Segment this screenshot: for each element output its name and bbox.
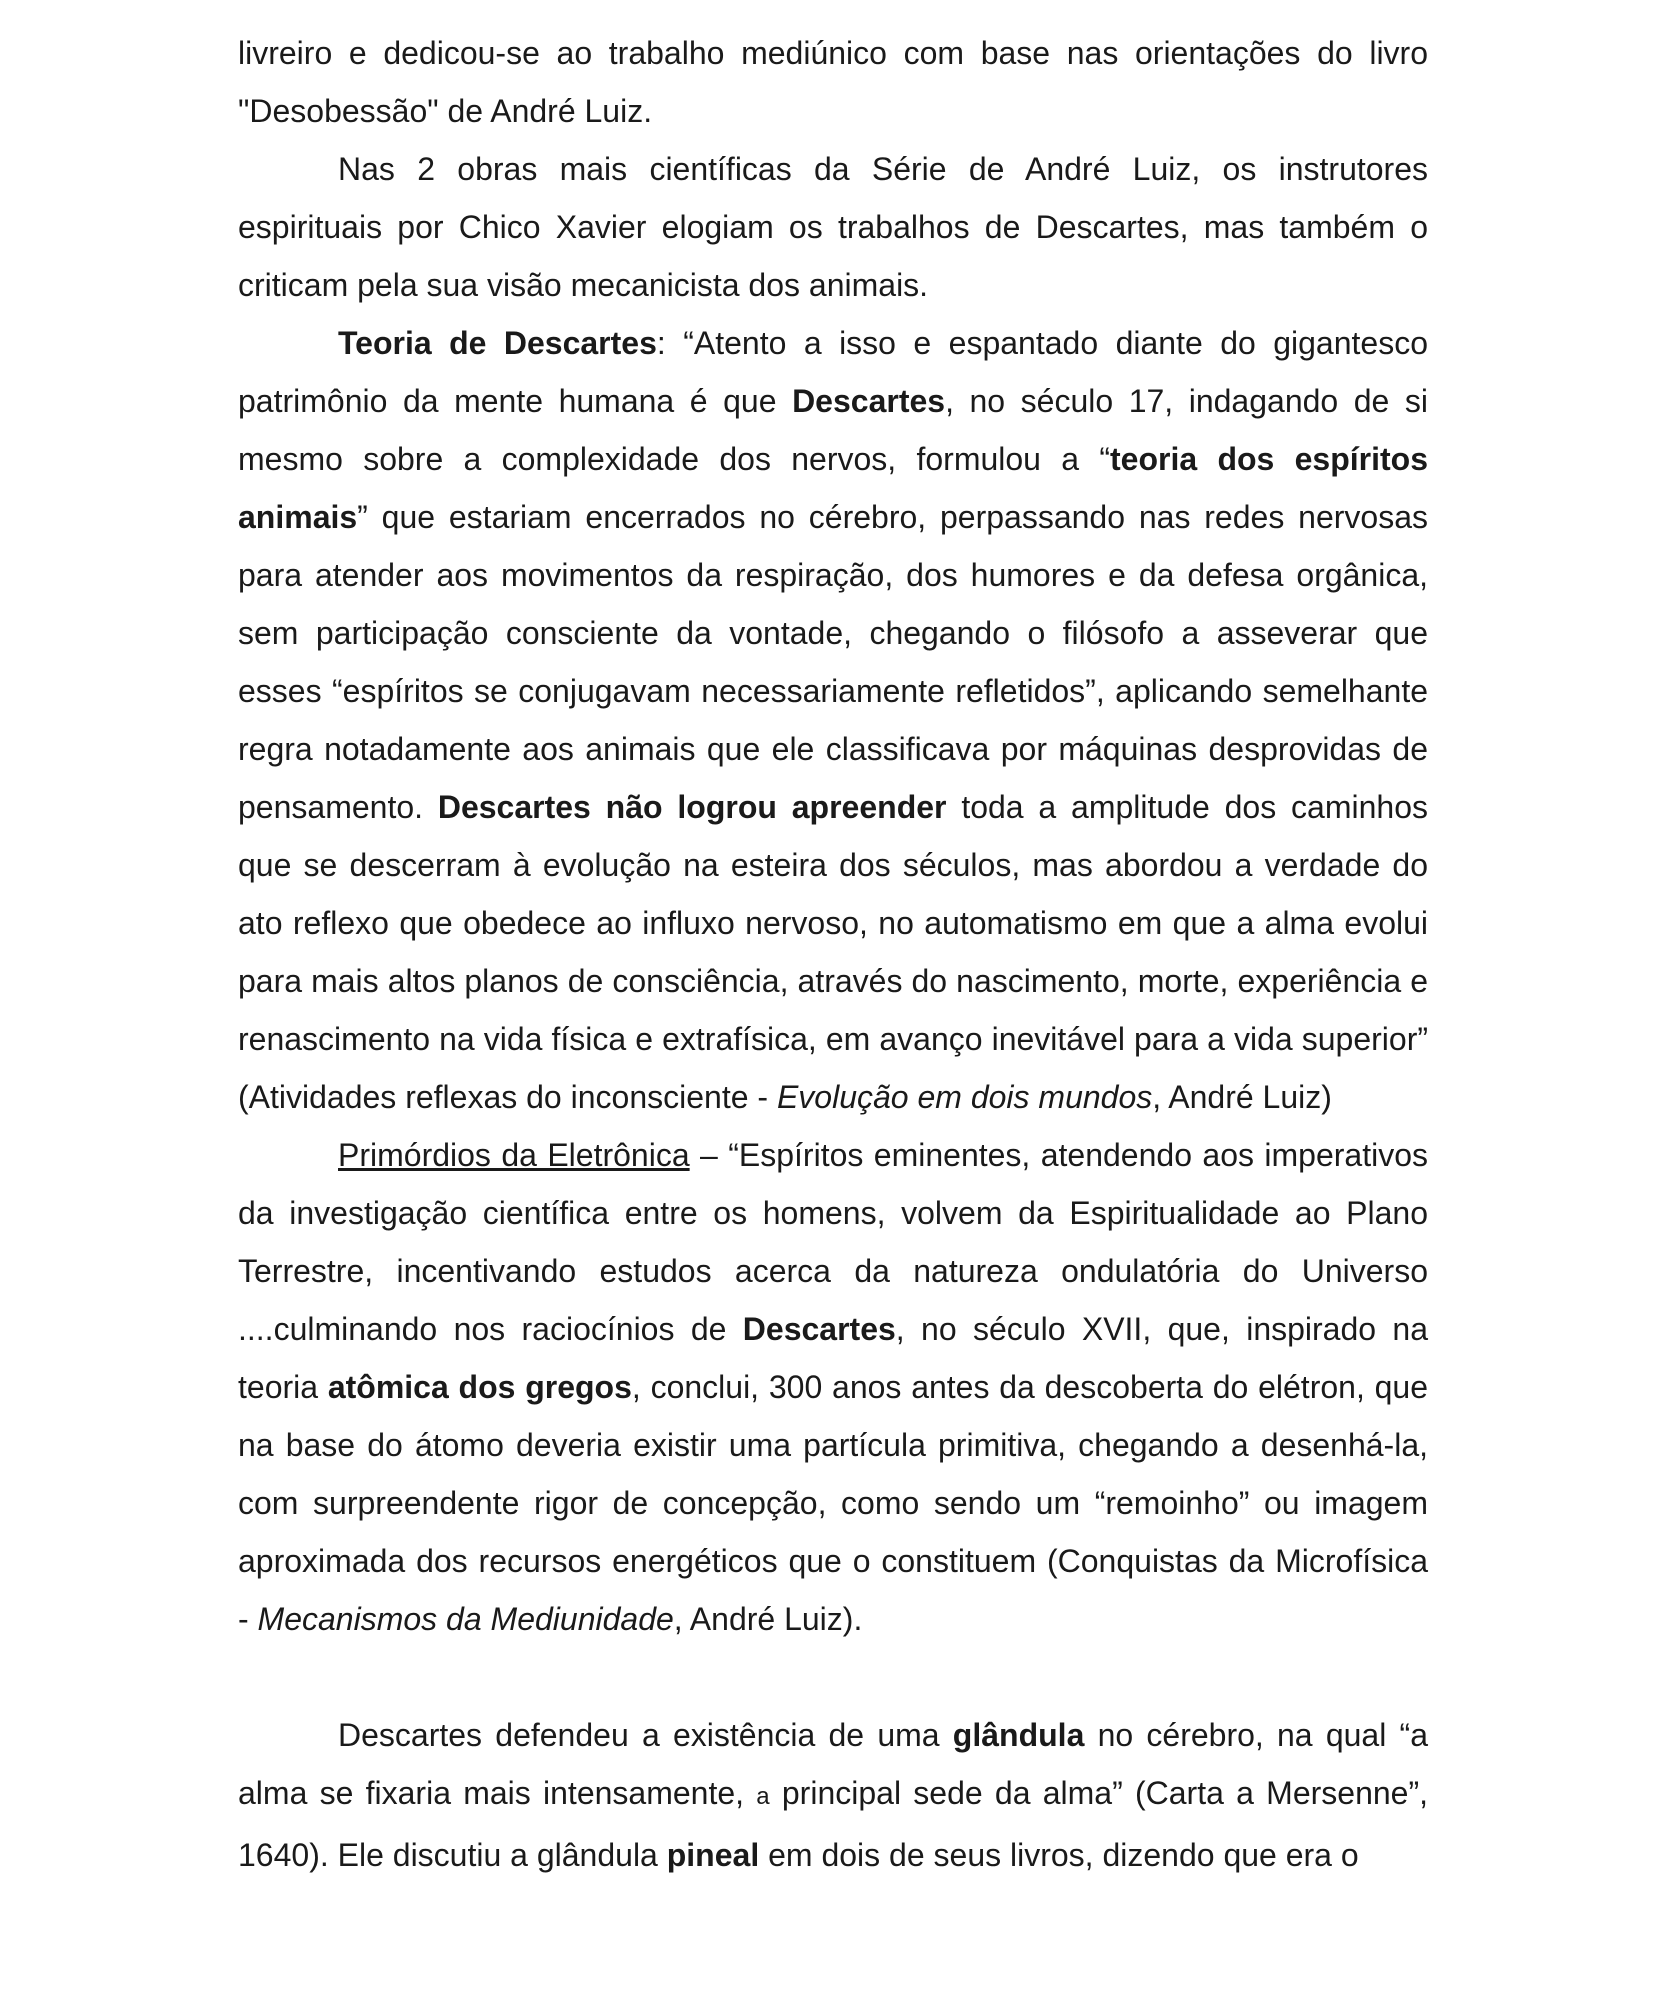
text-run: , no século 17, indagando de si mesmo sobre a complexidade dos nervos, formulou a “	[238, 383, 1429, 477]
text-run: a	[756, 1783, 770, 1810]
bold-run: Descartes não logrou apreender	[437, 789, 947, 825]
text-run: , André Luiz)	[1152, 1079, 1332, 1115]
bold-run: teoria dos espíritos animais	[238, 441, 1429, 535]
text-run: principal sede da alma” (Carta a Mersenne”, 1640). Ele discutiu a glândula	[238, 1775, 1429, 1873]
text-run: , André Luiz).	[673, 1601, 863, 1637]
book-title: Mecanismos da Mediunidade	[257, 1601, 674, 1637]
text-run: : “Atento a isso e espantado diante do gigantesco patrimônio da mente humana é que	[238, 325, 1429, 419]
bold-run: atômica dos gregos	[327, 1369, 632, 1405]
paragraph-text: livreiro e dedicou-se ao trabalho mediúnico com base nas orientações do livro "Desobessão" de André Luiz.	[238, 35, 1428, 129]
text-run: em dois de seus livros, dizendo que era o	[759, 1837, 1359, 1873]
bold-run: Descartes	[792, 383, 946, 419]
paragraph-text: Nas 2 obras mais científicas da Série de André Luiz, os instrutores espirituais por Chico Xavier elogiam os trabalhos de Descartes, mas também o criticam pela sua visão mecanicista dos animais.	[238, 151, 1428, 303]
document-page	[238, 24, 1428, 1884]
text-run: , no século XVII, que, inspirado na teoria	[238, 1311, 1429, 1405]
paragraph-andre-luiz-series	[238, 140, 1428, 314]
text-run: Descartes defendeu a existência de uma	[338, 1717, 953, 1753]
paragraph-glandula	[238, 1706, 1428, 1884]
bold-run: Descartes	[742, 1311, 896, 1347]
text-run: toda a amplitude dos caminhos que se descerram à evolução na esteira dos séculos, mas abordou a verdade do ato reflexo que obedece ao influxo nervoso, no automatismo em que a alma evolui para mais altos planos de consciência, através do nascimento, morte, experiência e renascimento na vida física e extrafísica, em avanço inevitável para a vida superior” (Atividades reflexas do inconsciente -	[238, 789, 1428, 1115]
text-run: – “Espíritos eminentes, atendendo aos imperativos da investigação científica entre os homens, volvem da Espiritualidade ao Plano Terrestre, incentivando estudos acerca da natureza ondulatória do Universo ....culminando nos raciocínios de	[238, 1137, 1428, 1347]
text-run: ” que estariam encerrados no cérebro, perpassando nas redes nervosas para atender aos movimentos da respiração, dos humores e da defesa orgânica, sem participação consciente da vontade, chegando o filósofo a asseverar que esses “espíritos se conjugavam necessariamente refletidos”, aplicando semelhante regra notadamente aos animais que ele classificava por máquinas desprovidas de pensamento.	[238, 499, 1428, 825]
paragraph-continuation	[238, 24, 1428, 140]
section-heading: Primórdios da Eletrônica	[338, 1137, 690, 1173]
bold-run: pineal	[666, 1837, 760, 1873]
paragraph-teoria-de-descartes	[238, 314, 1428, 1126]
book-title: Evolução em dois mundos	[776, 1079, 1153, 1115]
text-run: no cérebro, na qual “a alma se fixaria mais intensamente,	[238, 1717, 1429, 1811]
paragraph-primordios-eletronica	[238, 1126, 1428, 1648]
paragraph-gap	[238, 1648, 1428, 1706]
bold-run: glândula	[952, 1717, 1085, 1753]
section-heading: Teoria de Descartes	[338, 325, 657, 361]
text-run: , conclui, 300 anos antes da descoberta do elétron, que na base do átomo deveria existir uma partícula primitiva, chegando a desenhá-la, com surpreendente rigor de concepção, como sendo um “remoinho” ou imagem aproximada dos recursos energéticos que o constituem (Conquistas da Microfísica -	[238, 1369, 1429, 1637]
